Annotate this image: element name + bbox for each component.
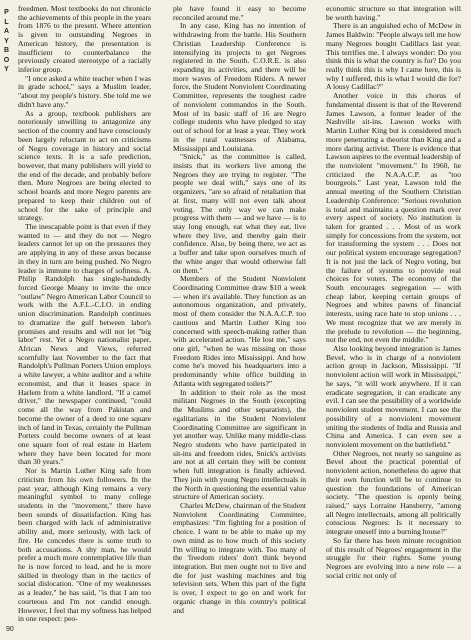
paragraph: Charles McDew, chairman of the Student Nonviolent Coordinating Committee, emphasizes: "I'm fighting for a position of choice. I want to be able to make up my own mind as to how much of this society I'm willing to integrate with. Too many of the 'freedom riders' don't think beyond integration. But men ought not to live and die for just washing machines and big television sets. When this part of the fight is over, I expect to go on and work for organic change in this country's political and	[173, 500, 306, 615]
article-column-2	[173, 5, 306, 635]
paragraph: There is an anguished echo of McDew in James Baldwin: "People always tell me how many Negroes bought Cadillacs last year. This terrifies me. I always wonder: Do you think this is what the country is for? Do you really think this is why I came here, this is why I suffered, this is what I would die for? A lousy Cadillac?"	[326, 21, 461, 92]
paragraph: economic structure so that integration will be worth having."	[326, 5, 461, 22]
paragraph: The inescapable point is that even if they wanted to — and they do not — Negro leaders cannot let up on the pressures they are applying in any of these areas because in they in turn are being pushed. No Negro leader is immune to charges of softness. A. Philip Randolph has single-handedly forced George Meany to invite the once "outlaw" Negro American Labor Council to work with the A.F.L.-C.I.O. in ending union discrimination. Randolph continues to dramatize the gulf between labor's promises and results and will not let "big labor" rest. Yet a Negro nationalist paper, African News and Views, referred scornfully last November to the fact that Randolph's Pullman Porters Union employs a white lawyer, a white auditor and a white economist, and that it leases space in Harlem from a white landlord. "If a camel driver," the newspaper continued, "could come all the way from Pakistan and become the owner of a deed to one square inch of land in Texas, certainly the Pullman Porters could become owners of at least one square foot of real estate in Harlem where they have been located for more than 30 years."	[18, 221, 151, 467]
paragraph: In addition to their role as the most militant Negroes in the South (excepting the Muslims and other separatists), the egalitarians in the Student Nonviolent Coordinating Committee are significant in yet another way. Unlike many middle-class Negro students who have participated in sit-ins and freedom rides, Snick's activists are not at all certain they will be content when full integration is finally achieved. They join with young Negro intellectuals in the North in questioning the essential value structure of American society.	[173, 387, 306, 502]
paragraph: Other Negroes, not nearly so sanguine as Bevel about the practical potential of nonviolent action, nonetheless do agree that their own function will be to continue to question the foundations of American society. "The question is openly being raised," says Lorraine Hansberry, "among all Negro intellectuals, among all politically conscious Negroes: Is it necessary to integrate oneself into a burning house?"	[326, 448, 461, 537]
paragraph: In any case, King has no intention of withdrawing from the battle. His Southern Christian Leadership Conference is intensifying its projects to get Negroes registered in the South. C.O.R.E. is also expanding its activities, and there will be more waves of Freedom Riders. A newer force, the Student Nonviolent Coordinating Committee, represents the toughest cadre of nonviolent commandos in the South. Most of its basic staff of 16 are Negro college students who have pledged to stay out of school for at least a year. They work in the rural vastnesses of Alabama, Mississippi and Louisiana.	[173, 21, 306, 153]
paragraph: ple have found it easy to become reconciled around me."	[173, 5, 306, 22]
paragraph: As a group, textbook publishers are notoriously unwilling to antagonize any section of the country and have consciously been largely reluctant to act on criticisms of Negro coverage in history and social science texts. It is a safe prediction, however, that many publishers will yield to the end of the decade, and probably before then. More Negroes are being elected to school boards and more Negro parents are prepared to keep their children out of school for the sake of principle and strategy.	[18, 108, 151, 223]
paragraph: Nor is Martin Luther King safe from criticism from his own followers. In the past year, although King remains a very meaningful symbol to many college students in the "movement," there have been sounds of dissatisfaction. King has been charged with lack of administrative ability and, more seriously, with lack of fire. He concedes there is some truth to both accusations. A shy man, he would prefer a much more contemplative life than he is now forced to lead, and he is more skilled in theology than in the tactics of social dislocation. "One of my weaknesses as a leader," he has said, "is that I am too courteous and I'm not candid enough. However, I feel that my softness has helped in one respect: peo-	[18, 466, 151, 624]
magazine-name-vertical: P L A Y B O Y	[3, 9, 10, 73]
paragraph: freedmen. Most textbooks do not chronicle the achievements of this people in the years from 1876 to the present. Where attention is given to outstanding Negroes in American history, the presentation is insufficient to counterbalance the previously created stereotype of a racially inferior group.	[18, 5, 151, 75]
paragraph: Also looking beyond integration is James Bevel, who is in charge of a nonviolent action group in Jackson, Mississippi. "If nonviolent action will work in Mississippi," he says, "it will work anywhere. If it can eradicate segregation, it can eradicate any evil. I can see the possibility of a worldwide nonviolent student movement. I can see the possibility of a nonviolent movement uniting the students of India and Russia and China and America. I can even see a nonviolent movement on the battlefield."	[326, 344, 461, 449]
article-column-3	[326, 5, 461, 635]
page-number: 90	[6, 626, 14, 633]
paragraph: So far there has been minute recognition of this result of Negroes' engagement in the struggle for their rights. Some young Negroes are evolving into a new role — a social critic not only of	[326, 535, 461, 580]
article-column-1	[18, 5, 151, 635]
paragraph: Members of the Student Nonviolent Coordinating Committee draw $10 a week — when it's available. They function as an autonomous organization, and privately, most of them consider the N.A.A.C.P. too cautious and Martin Luther King too concerned with speech-making rather than with accelerated action. "He lost me," says one girl, "when he was missing on those Freedom Rides into Mississippi. And how come he's moved his headquarters into a predominantly white office building in Atlanta with segregated toilets?"	[173, 274, 306, 388]
paragraph: "Snick," as the committee is called, insists that its workers live among the Negroes they are trying to register. "The people we deal with," says one of its organizers, "are so afraid of retaliation that at first, many will not even talk about voting. The only way we can make progress with them — and we have — is to stay long enough, eat what they eat, live where they live, and thereby gain their confidence. Also, by being there, we act as a buffer and take upon ourselves much of the white anger that would otherwise fall on them."	[173, 152, 306, 275]
paragraph: "I once asked a white teacher when I was in grade school," says a Muslim leader, "about my people's history. She told me we didn't have any."	[18, 73, 151, 109]
paragraph: Another voice in this chorus of fundamental dissent is that of the Reverend James Lawson, a former leader of the Nashville sit-ins. Lawson works with Martin Luther King but is considered much more penetrating a theorist than King and a more daring activist. There is evidence that Lawson aspires to the eventual leadership of the nonviolent "movement." In 1960, he criticized the N.A.A.C.P. as "too bourgeois." Last year, Lawson told the annual meeting of the Southern Christian Leadership Conference: "Serious revolution is total and maintains a question mark over every aspect of society. No institution is taken for granted . . . Most of us work simply for concessions from the system, not for transforming the system . . . Does not our political system encourage segregation? It is not just the lack of Negro voting, but the failure of systems to provide real choices for voters. The economy of the South encourages segregation — with cheap labor, keeping certain groups of Negroes and whites pawns of financial interests, using race hate to stop unions . . . We must recognize that we are merely in the prelude to revolution — the beginning, not the end, not even the middle."	[326, 91, 461, 345]
